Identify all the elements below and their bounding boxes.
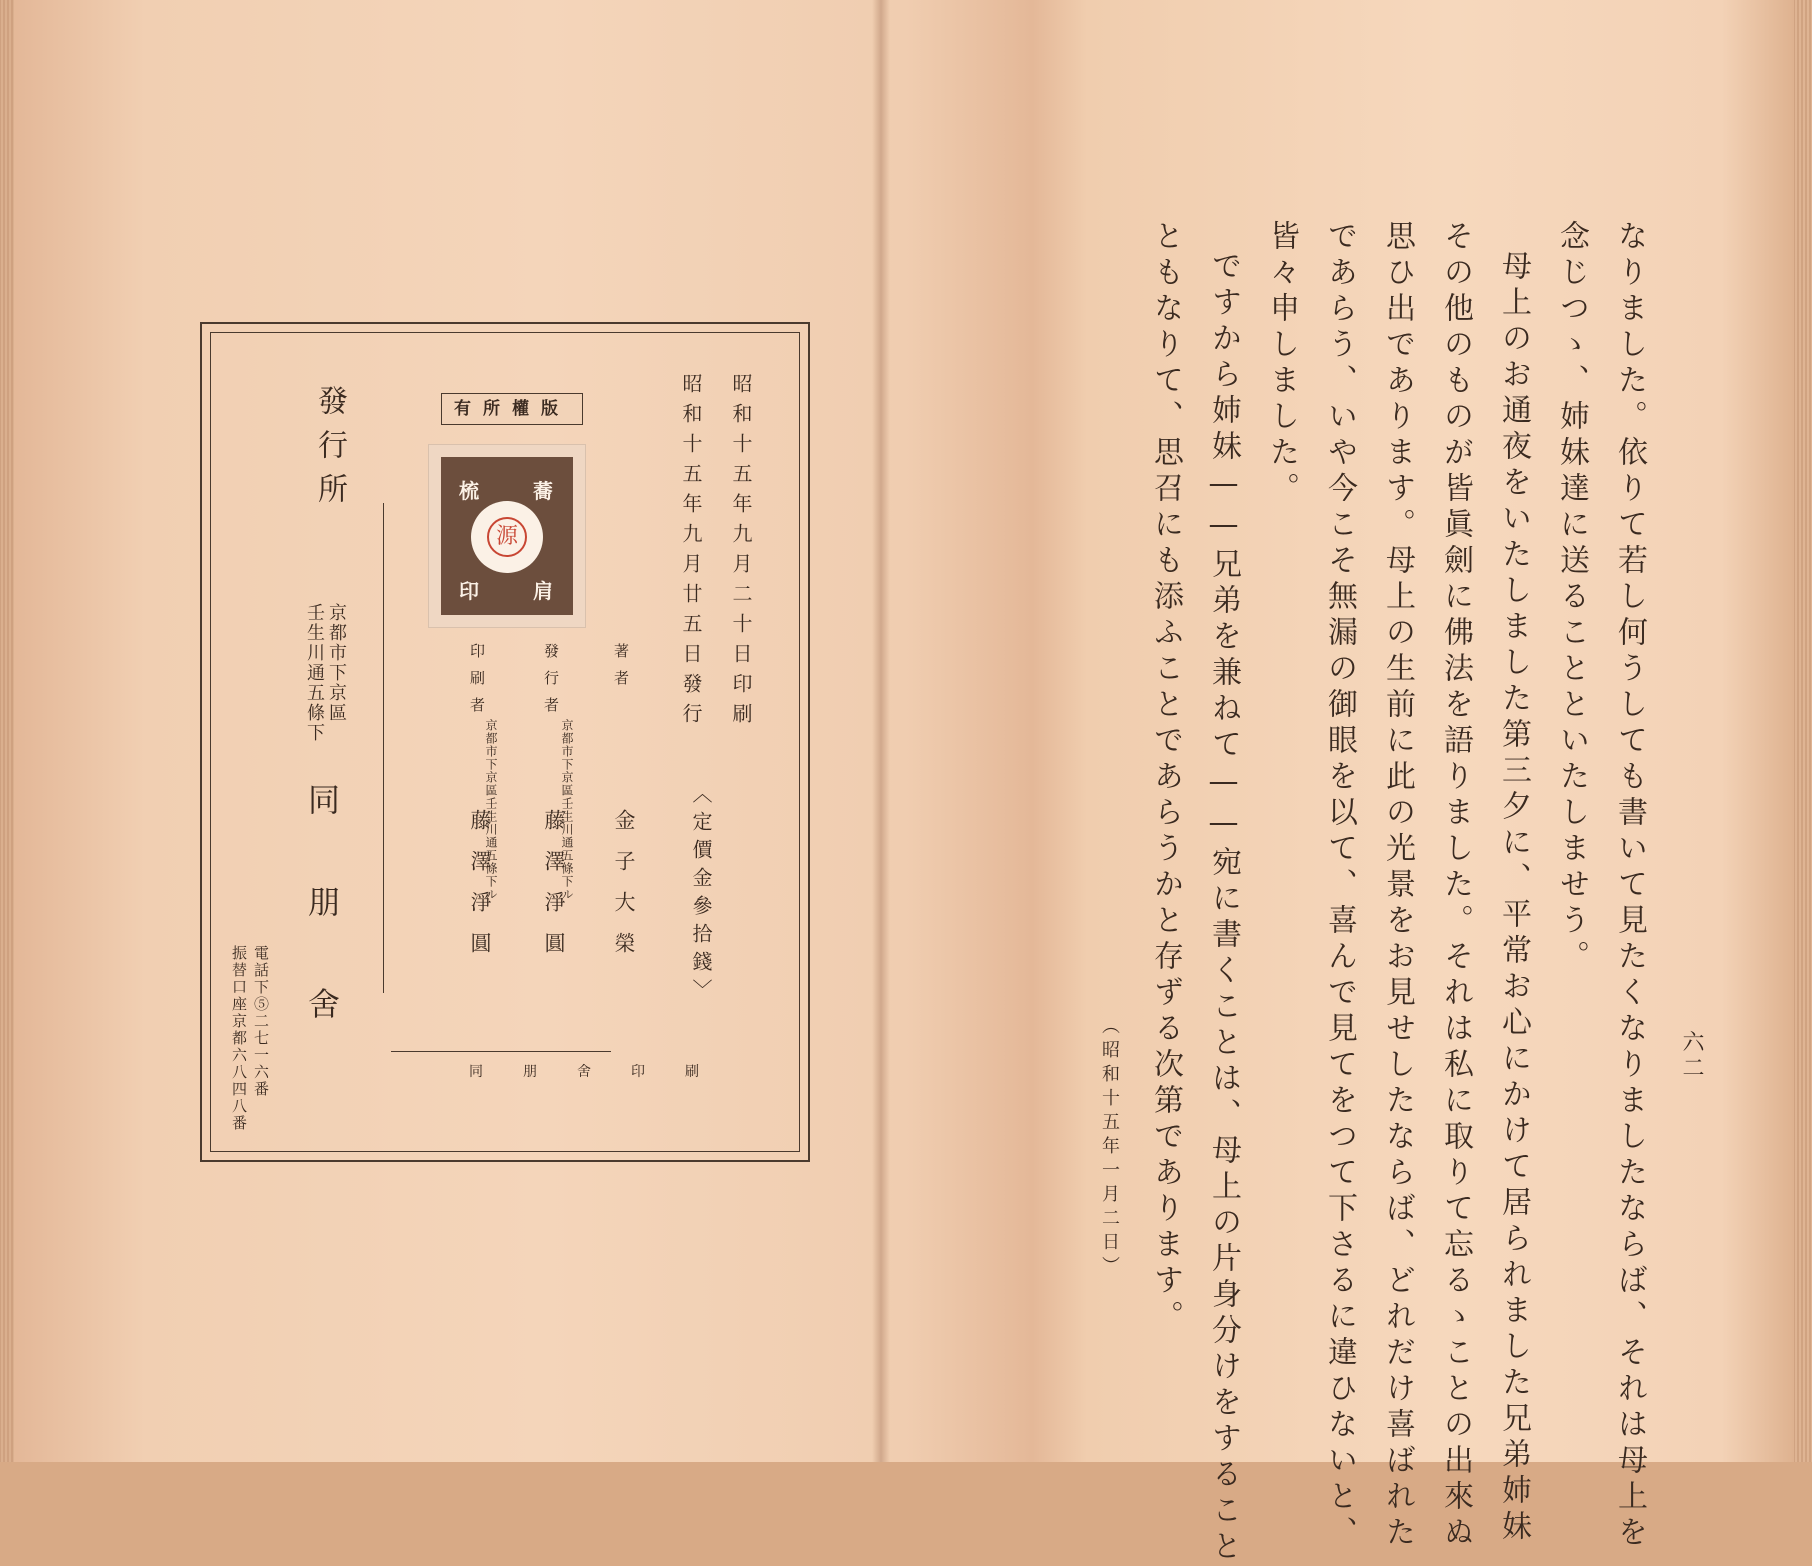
author-name: 金子大榮 [612,809,636,973]
phone-number: 電話下⑤二七一六番 [252,945,270,1098]
furikae-account: 振替口座京都六八四八番 [230,945,248,1132]
price: 〈定價金參拾錢〉 [689,783,713,1007]
publisher-name: 藤澤淨圓 [542,809,566,973]
stamp-char: 蕎 [533,479,553,503]
publisher-address: 京都市下京區壬生川通五條下ル [560,719,574,901]
company-name: 同朋舍 [303,783,341,1089]
page-edges-right [1794,0,1812,1462]
publisher-label: 發行者 [542,643,560,724]
printer-address: 京都市下京區壬生川通五條下ル [484,719,498,901]
author-label: 著者 [612,643,630,697]
body-line: 思ひ出であります。母上の生前に此の光景をお見せしたならば、どれだけ喜ばれた [1380,220,1415,1552]
stamp-char: 梳 [459,479,479,503]
printer-label: 印刷者 [468,643,486,724]
date-note: （昭和十五年一月二日） [1099,1016,1120,1280]
body-line: 母上のお通夜をいたしました第三夕に、平常お心にかけて居られました兄弟姉妹 [1496,250,1531,1546]
body-line: ですから姉妹——兄弟を兼ねて——宛に書くことは、母上の片身分けをすること [1206,250,1241,1566]
stamp-char: 印 [459,579,479,603]
divider-vertical [383,503,384,993]
issue-date: 昭和十五年九月廿五日發行 [679,373,703,733]
printing-house: 同朋舍印刷 [469,1064,739,1080]
revenue-stamp [429,445,585,627]
body-line: 念じつゝ、姉妹達に送ることといたしませう。 [1554,220,1589,976]
page-number: 六二 [1679,1030,1704,1082]
copyright-label: 有所權版 [441,393,583,425]
body-line: その他のものが皆眞劍に佛法を語りました。それは私に取りて忘るゝことの出來ぬ [1438,220,1473,1552]
book-gutter [872,0,890,1462]
colophon-inner-frame [210,332,800,1152]
divider-line [391,1051,611,1052]
stamp-frame [441,457,573,615]
printer-name: 藤澤淨圓 [468,809,492,973]
body-line: ともなりて、思召にも添ふことであらうかと存ずる次第であります。 [1148,220,1183,1336]
body-line: であらう、いや今こそ無漏の御眼を以て、喜んで見てをつて下さるに違ひないと、 [1322,220,1357,1552]
page-edges-left [0,0,14,1462]
seal-icon: 源 [487,517,527,557]
stamp-char: 肩 [533,579,553,603]
hakko-label: 發行所 [312,385,347,517]
colophon-box [200,322,810,1162]
stamp-circle [471,501,543,573]
hakko-address-1: 京都市下京區 [326,603,347,723]
body-line: 皆々申しました。 [1264,220,1299,508]
body-line: なりました。依りて若し何うしても書いて見たくなりましたならば、それは母上を [1612,220,1647,1552]
printing-date: 昭和十五年九月二十日印刷 [729,373,753,733]
hakko-address-2: 壬生川通五條下 [304,603,325,743]
